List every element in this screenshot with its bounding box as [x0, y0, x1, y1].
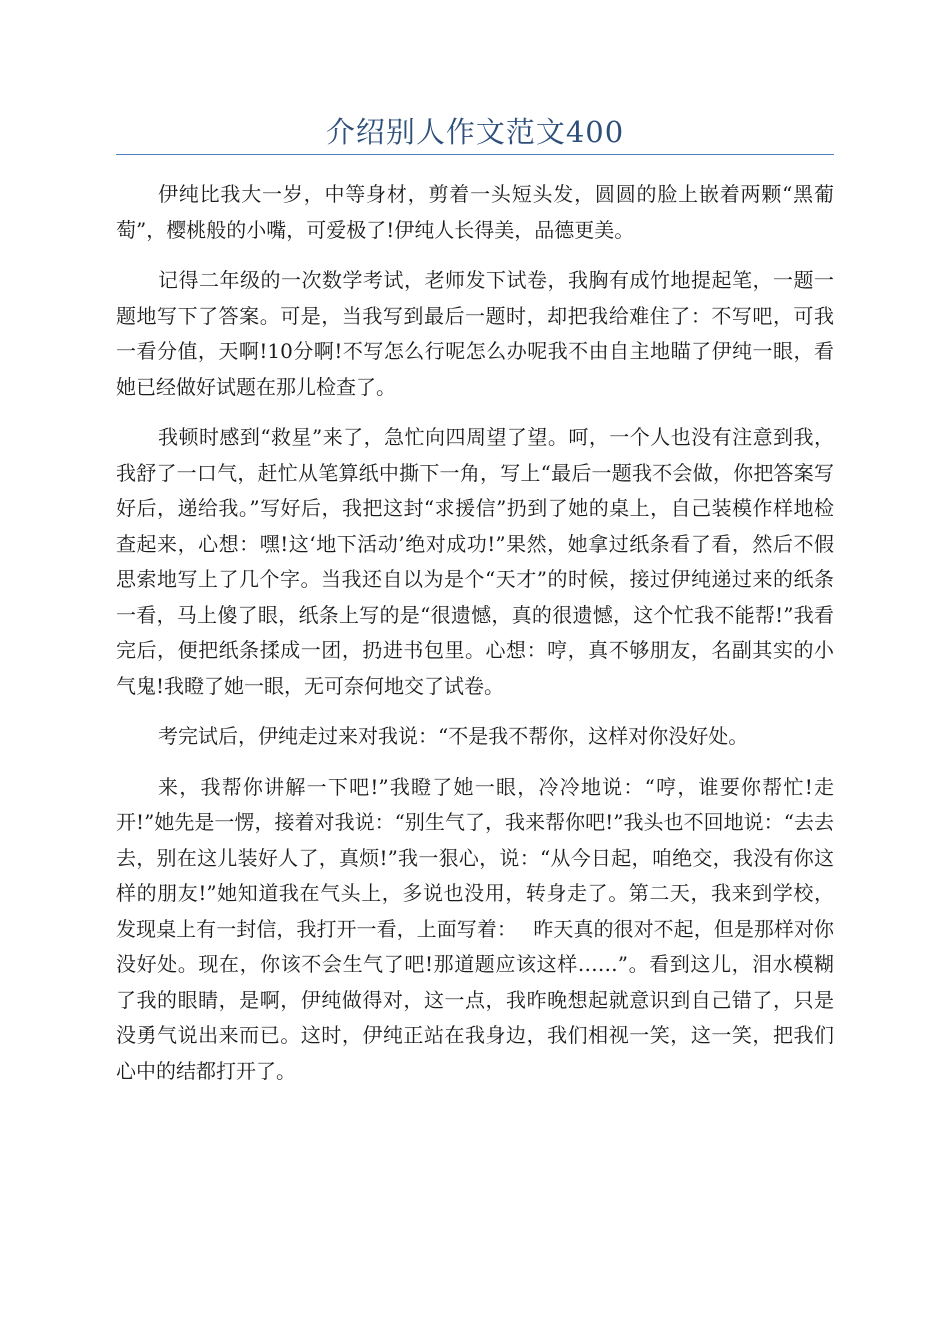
paragraph-3: 我顿时感到“救星”来了，急忙向四周望了望。呵，一个人也没有注意到我，我舒了一口气，赶忙从笔算纸中撕下一角，写上“最后一题我不会做，你把答案写好后，递给我。”写好后，我把这封“求援信”扔到了她的桌上，自己装模作样地检查起来，心想：嘿!这‘地下活动’绝对成功!”果然，她拿过纸条看了看，然后不假思索地写上了几个字。当我还自以为是个“天才”的时候，接过伊纯递过来的纸条一看，马上傻了眼，纸条上写的是“很遗憾，真的很遗憾，这个忙我不能帮!”我看完后，便把纸条揉成一团，扔进书包里。心想：哼，真不够朋友，名副其实的小气鬼!我瞪了她一眼，无可奈何地交了试卷。 [116, 425, 834, 698]
paragraph-4: 考完试后，伊纯走过来对我说：“不是我不帮你，这样对你没好处。 [158, 724, 749, 748]
paragraph-1: 伊纯比我大一岁，中等身材，剪着一头短头发，圆圆的脸上嵌着两颗“黑葡萄”，樱桃般的小嘴，可爱极了!伊纯人长得美，品德更美。 [116, 182, 834, 242]
paragraph-5: 来，我帮你讲解一下吧!”我瞪了她一眼，冷冷地说：“哼，谁要你帮忙!走开!”她先是一愣，接着对我说：“别生气了，我来帮你吧!”我头也不回地说：“去去去，别在这儿装好人了，真烦!”我一狠心，说：“从今日起，咱绝交，我没有你这样的朋友!”她知道我在气头上，多说也没用，转身走了。第二天，我来到学校，发现桌上有一封信，我打开一看，上面写着： 昨天真的很对不起，但是那样对你没好处。现在，你该不会生气了吧!那道题应该这样……”。看到这儿，泪水模糊了我的眼睛，是啊，伊纯做得对，这一点，我昨晚想起就意识到自己错了，只是没勇气说出来而已。这时，伊纯正站在我身边，我们相视一笑，这一笑，把我们心中的结都打开了。 [116, 774, 834, 1083]
title-underline [116, 154, 834, 155]
paragraph-2: 记得二年级的一次数学考试，老师发下试卷，我胸有成竹地提起笔，一题一题地写下了答案。可是，当我写到最后一题时，却把我给难住了：不写吧，可我一看分值，天啊!10分啊!不写怎么行呢怎么办呢我不由自主地瞄了伊纯一眼，看她已经做好试题在那儿检查了。 [116, 268, 834, 399]
document-title: 介绍别人作文范文400 [325, 115, 625, 149]
document-body [116, 177, 834, 1104]
